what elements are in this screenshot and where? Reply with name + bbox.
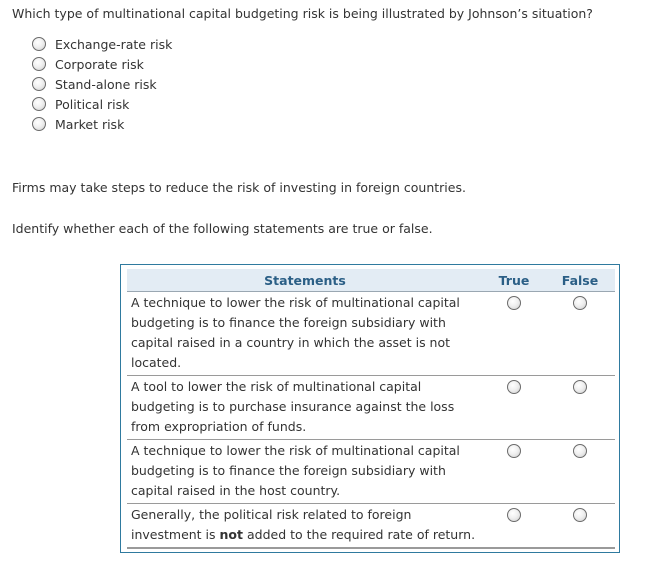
true-cell — [483, 440, 545, 504]
question-text: Which type of multinational capital budgeting risk is being illustrated by Johnson’s situation? — [12, 6, 593, 21]
option-label: Corporate risk — [55, 56, 144, 72]
true-false-table-container — [120, 264, 620, 553]
table-header-row — [127, 269, 615, 292]
option-corporate-risk[interactable] — [30, 54, 172, 74]
option-label: Political risk — [55, 96, 130, 112]
radio-button[interactable] — [32, 37, 46, 51]
false-radio[interactable] — [573, 380, 587, 394]
header-statements: Statements — [127, 269, 483, 292]
false-cell — [545, 376, 615, 440]
option-market-risk[interactable] — [30, 114, 172, 134]
radio-button[interactable] — [32, 57, 46, 71]
true-radio[interactable] — [507, 296, 521, 310]
option-stand-alone-risk[interactable] — [30, 74, 172, 94]
option-label: Stand-alone risk — [55, 76, 157, 92]
true-radio[interactable] — [507, 444, 521, 458]
statement-emphasis: not — [219, 527, 243, 542]
table-row — [127, 440, 615, 504]
false-cell — [545, 504, 615, 549]
true-false-table — [127, 269, 615, 549]
statement-text — [127, 504, 483, 547]
false-radio[interactable] — [573, 444, 587, 458]
statement-cell — [127, 292, 483, 376]
true-cell — [483, 376, 545, 440]
header-false: False — [545, 269, 615, 292]
radio-button[interactable] — [32, 97, 46, 111]
statement-text: A tool to lower the risk of multinational capital budgeting is to purchase insurance against the loss from expropriation of funds. — [131, 379, 455, 434]
option-label: Exchange-rate risk — [55, 36, 173, 52]
true-cell — [483, 504, 545, 549]
table-row — [127, 376, 615, 440]
true-radio[interactable] — [507, 508, 521, 522]
statement-cell — [127, 440, 483, 504]
radio-button[interactable] — [32, 77, 46, 91]
intro-text: Firms may take steps to reduce the risk of investing in foreign countries. — [12, 180, 466, 195]
statement-cell — [127, 376, 483, 440]
instruction-text: Identify whether each of the following statements are true or false. — [12, 221, 433, 236]
false-cell — [545, 440, 615, 504]
radio-button[interactable] — [32, 117, 46, 131]
answer-options — [30, 34, 172, 134]
table-row — [127, 292, 615, 376]
statement-text-part: added to the required rate of return. — [243, 527, 476, 542]
true-cell — [483, 292, 545, 376]
true-radio[interactable] — [507, 380, 521, 394]
option-political-risk[interactable] — [30, 94, 172, 114]
header-true: True — [483, 269, 545, 292]
table-row — [127, 504, 615, 549]
option-exchange-rate-risk[interactable] — [30, 34, 172, 54]
false-cell — [545, 292, 615, 376]
statement-text: A technique to lower the risk of multinational capital budgeting is to finance the foreign subsidiary with capital raised in a country in which the asset is not located. — [131, 295, 460, 370]
false-radio[interactable] — [573, 508, 587, 522]
statement-text: A technique to lower the risk of multinational capital budgeting is to finance the foreign subsidiary with capital raised in the host country. — [131, 443, 460, 498]
option-label: Market risk — [55, 116, 125, 132]
false-radio[interactable] — [573, 296, 587, 310]
statement-text-part: Generally, the political risk related to foreign investment is — [131, 507, 412, 542]
statement-cell — [127, 504, 483, 549]
